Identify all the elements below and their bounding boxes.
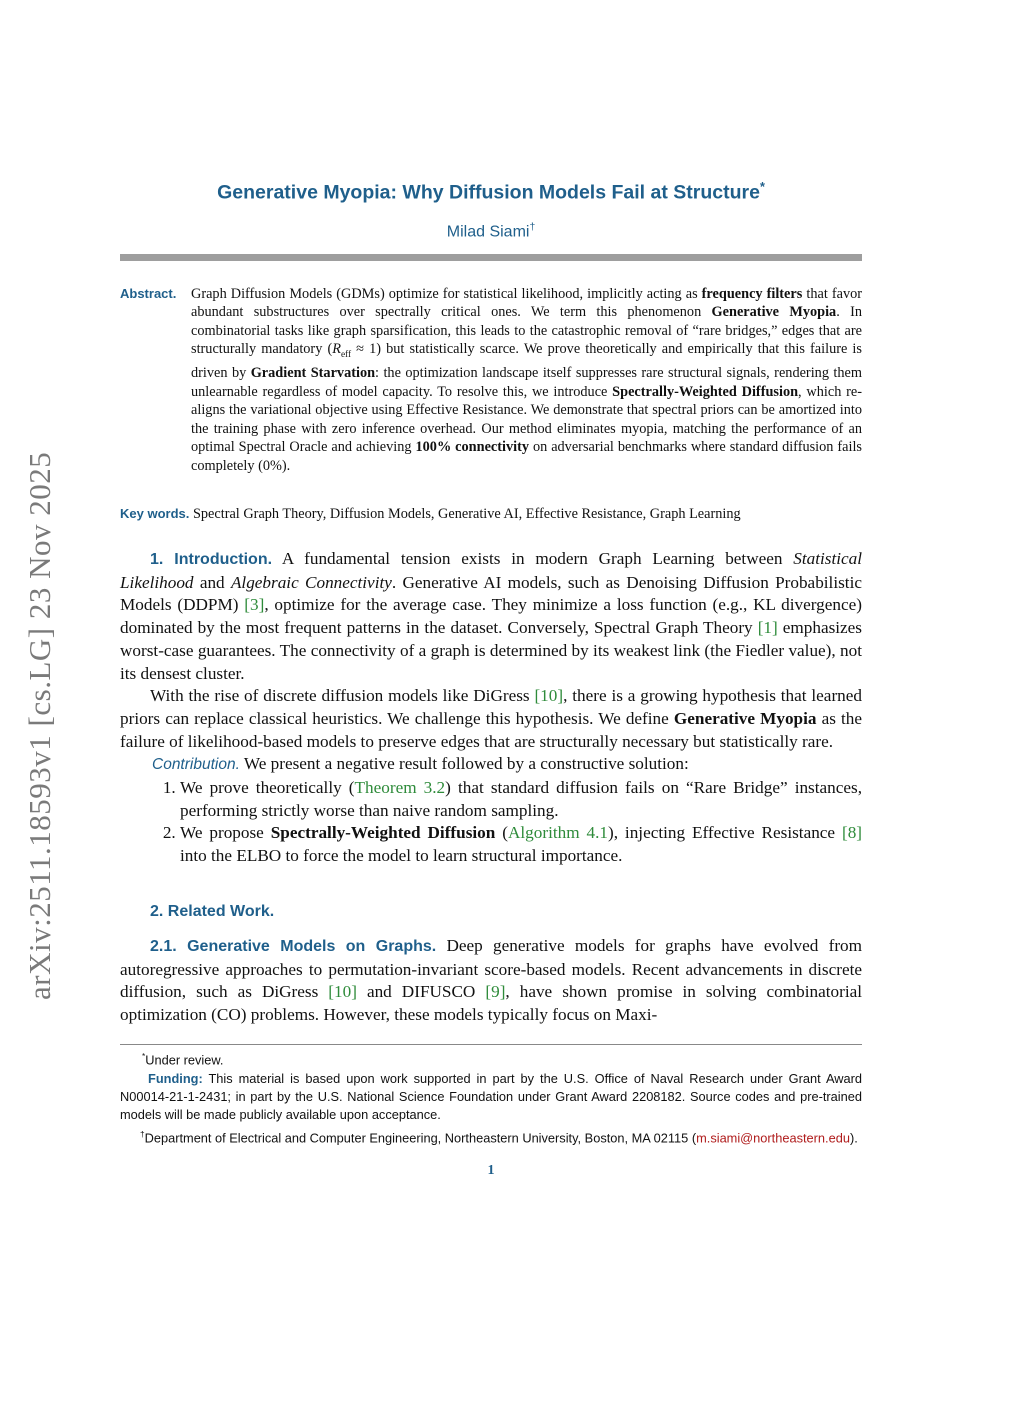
generative-models-section bbox=[120, 935, 862, 1027]
citation-link[interactable]: [10] bbox=[328, 982, 357, 1002]
gen-models-number: 2.1. bbox=[150, 938, 177, 955]
author-footnote-mark: † bbox=[529, 222, 536, 233]
item1-text-b: ) that standard diffusion fails on “Rare Bridge” instances, performing strictly worse than naive random sampling. bbox=[180, 778, 862, 820]
related-title: Related Work. bbox=[167, 903, 275, 920]
title-text: Generative Myopia: Why Diffusion Models Fail at Structure bbox=[217, 181, 760, 204]
item2-text-c: ), injecting Effective Resistance bbox=[608, 823, 842, 843]
email-link[interactable]: m.siami@northeastern.edu bbox=[696, 1130, 850, 1146]
paper-title bbox=[120, 180, 862, 205]
footnotes bbox=[120, 1047, 862, 1148]
abstract-text-7: on adversarial benchmarks where standard diffusion fails completely (0%). bbox=[191, 439, 862, 474]
footnote-review bbox=[120, 1047, 862, 1070]
footnote-funding bbox=[120, 1070, 862, 1125]
abstract-math-sub: eff bbox=[340, 350, 352, 361]
gen-models-text-b: and DIFUSCO bbox=[356, 982, 486, 1002]
abstract-bold-4: Spectrally-Weighted Diffusion bbox=[612, 383, 799, 400]
gen-models-text-a: Deep generative models for graphs have evolved from autoregressive approaches to permutation-invariant score-based models. Recent advancements in discrete diffusion, such as DiGress bbox=[120, 936, 863, 1002]
keywords-label: Key words. bbox=[120, 506, 190, 521]
abstract-bold-1: frequency filters bbox=[701, 286, 803, 302]
citation-link[interactable]: [10] bbox=[534, 686, 564, 706]
abstract-text-1: Graph Diffusion Models (GDMs) optimize for statistical likelihood, implicitly acting as bbox=[191, 286, 702, 302]
funding-label: Funding: bbox=[148, 1070, 203, 1086]
intro-p2-text-c: as the failure of likelihood-based models to preserve edges that are structurally necessary but statistically rare. bbox=[120, 708, 862, 751]
intro-p2-text-b: , there is a growing hypothesis that learned priors can replace classical heuristics. We challenge this hypothesis. We define bbox=[120, 686, 862, 728]
abstract-math-r: R bbox=[332, 341, 341, 358]
keywords-text: Spectral Graph Theory, Diffusion Models, Generative AI, Effective Resistance, Graph Learning bbox=[192, 506, 741, 522]
algorithm-link[interactable]: Algorithm 4.1 bbox=[507, 823, 608, 843]
item2-bold: Spectrally-Weighted Diffusion bbox=[270, 823, 496, 843]
item2-text-a: We propose bbox=[180, 823, 271, 843]
abstract bbox=[120, 285, 862, 475]
citation-link[interactable]: [3] bbox=[244, 595, 265, 615]
gen-models-text-c: , have shown promise in solving combinatorial optimization (CO) problems. However, these models typically focus on Maxi- bbox=[120, 982, 863, 1025]
author-name: Milad Siami bbox=[446, 223, 530, 241]
intro-p2-text-a: With the rise of discrete diffusion models like DiGress bbox=[150, 686, 535, 706]
intro-text-d: , optimize for the average case. They minimize a loss function (e.g., KL divergence) dominated by the most frequent patterns in the dataset. Conversely, Spectral Graph Theory bbox=[120, 595, 862, 638]
intro-text-b: and bbox=[193, 572, 231, 592]
intro-paragraph-1 bbox=[120, 548, 862, 685]
author-line bbox=[120, 222, 862, 241]
abstract-label: Abstract. bbox=[120, 286, 177, 301]
abstract-text-5: : the optimization landscape itself suppresses rare structural signals, rendering them unlearnable regardless of model capacity. To resolve this, we introduce bbox=[191, 365, 862, 400]
title-divider bbox=[120, 254, 862, 261]
title-footnote-mark: * bbox=[759, 180, 765, 194]
intro-paragraph-2 bbox=[120, 685, 862, 753]
footnote-review-text: Under review. bbox=[145, 1052, 224, 1068]
intro-title: Introduction. bbox=[174, 551, 273, 568]
keywords bbox=[120, 505, 862, 523]
abstract-text-4: ) but statistically scarce. We prove theoretically and empirically that this failure is driven by bbox=[191, 341, 862, 382]
arxiv-identifier-stamp: arXiv:2511.18593v1 [cs.LG] 23 Nov 2025 bbox=[22, 451, 57, 1000]
contribution-label: Contribution. bbox=[152, 756, 240, 774]
gen-models-title: Generative Models on Graphs. bbox=[187, 938, 437, 955]
intro-text-e: emphasizes worst-case guarantees. The connectivity of a graph is determined by its weakest link (the Fiedler value), not its densest cluster. bbox=[120, 618, 862, 683]
citation-link[interactable]: [8] bbox=[841, 823, 863, 843]
intro-heading bbox=[150, 551, 272, 568]
item2-text-d: into the ELBO to force the model to learn structural importance. bbox=[180, 846, 623, 866]
page-number: 1 bbox=[487, 1163, 495, 1178]
contribution-text: We present a negative result followed by a constructive solution: bbox=[239, 754, 689, 774]
contribution-item bbox=[180, 822, 862, 867]
related-work-heading bbox=[120, 900, 862, 924]
affiliation-text: Department of Electrical and Computer Engineering, Northeastern University, Boston, MA 02115 ( bbox=[144, 1130, 697, 1146]
abstract-text-3: . In combinatorial tasks like graph sparsification, this leads to the catastrophic removal of “rare bridges,” edges that are structurally mandatory ( bbox=[191, 304, 863, 358]
intro-text-a: A fundamental tension exists in modern Graph Learning between bbox=[272, 549, 794, 568]
abstract-bold-2: Generative Myopia bbox=[711, 304, 837, 321]
footnote-mark: * bbox=[142, 1051, 146, 1061]
abstract-math-rest: ≈ 1 bbox=[351, 341, 377, 358]
gen-models-paragraph bbox=[120, 935, 862, 1027]
contribution-paragraph bbox=[120, 753, 862, 777]
footnote-affiliation bbox=[120, 1125, 862, 1148]
intro-italic-2: Algebraic Connectivity bbox=[230, 572, 392, 592]
abstract-bold-3: Gradient Starvation bbox=[250, 365, 376, 382]
intro-italic-1: Statistical Likelihood bbox=[120, 549, 862, 592]
abstract-text-2: that favor abundant substructures over spectrally critical ones. We term this phenomenon bbox=[191, 286, 862, 321]
footnote-divider bbox=[120, 1044, 862, 1045]
theorem-link[interactable]: Theorem 3.2 bbox=[354, 778, 446, 798]
abstract-text-6: , which re-aligns the variational objective using Effective Resistance. We demonstrate that spectral priors can be amortized into the training phase with zero inference overhead. Our method eliminates myopia, matching the performance of an optimal Spectral Oracle and achieving bbox=[191, 383, 862, 456]
introduction-section bbox=[120, 548, 862, 868]
funding-text: This material is based upon work supported in part by the U.S. Office of Naval Research under Grant Award N00014-21-1-2431; in part by the U.S. National Science Foundation under Grant Award 2208182. Source codes and pre-trained models will be made publicly available upon acceptance. bbox=[120, 1070, 862, 1123]
related-heading bbox=[150, 903, 274, 920]
intro-number: 1. bbox=[150, 551, 164, 568]
contribution-item bbox=[180, 777, 862, 822]
item2-text-b: ( bbox=[495, 823, 508, 843]
gen-models-heading bbox=[150, 938, 436, 955]
abstract-body bbox=[191, 285, 862, 475]
item1-text-a: We prove theoretically ( bbox=[180, 778, 355, 798]
affiliation-end: ). bbox=[849, 1130, 858, 1146]
contribution-list bbox=[120, 777, 862, 868]
citation-link[interactable]: [9] bbox=[485, 982, 506, 1002]
footnote-mark: † bbox=[140, 1128, 145, 1139]
intro-p2-bold: Generative Myopia bbox=[673, 708, 817, 728]
intro-text-c: . Generative AI models, such as Denoising Diffusion Probabilistic Models (DDPM) bbox=[120, 572, 862, 615]
related-number: 2. bbox=[150, 903, 164, 920]
citation-link[interactable]: [1] bbox=[757, 618, 778, 638]
abstract-bold-5: 100% connectivity bbox=[415, 439, 530, 456]
